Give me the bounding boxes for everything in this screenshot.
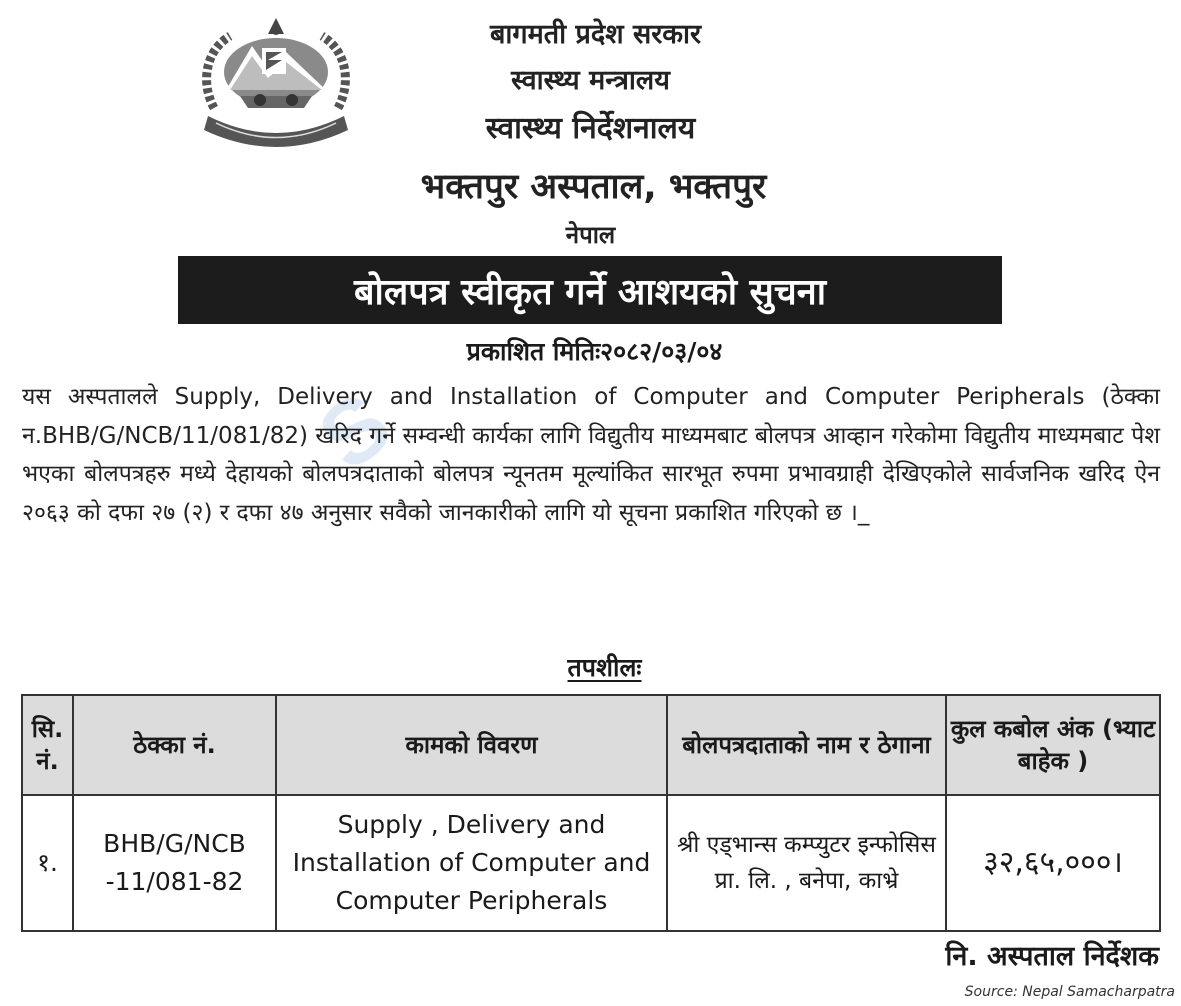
notice-title-banner: [178, 256, 1002, 324]
hospital-title: भक्तपुर अस्पताल, भक्तपुर: [420, 167, 767, 207]
source-credit: Source: Nepal Samacharpatra: [964, 984, 1175, 1000]
published-date: प्रकाशित मितिः२०८२/०३/०४: [466, 337, 723, 366]
header-description: कामको विवरण: [276, 695, 667, 795]
details-heading-text: तपशीलः: [567, 653, 642, 682]
directorate-title: स्वास्थ्य निर्देशनालय: [485, 111, 696, 146]
cell-description: Supply , Delivery and Installation of Computer and Computer Peripherals: [276, 795, 667, 931]
header-amount: कुल कबोल अंक (भ्याट बाहेक ): [946, 695, 1160, 795]
header-bidder: बोलपत्रदाताको नाम र ठेगाना: [667, 695, 946, 795]
details-heading: [0, 650, 1181, 684]
cell-contract-no: BHB/G/NCB -11/081-82: [73, 795, 276, 931]
bid-details-table: [21, 694, 1161, 932]
ministry-title: स्वास्थ्य मन्त्रालय: [511, 65, 670, 96]
cell-sn: १.: [22, 795, 73, 931]
table-row: [22, 795, 1160, 931]
table-header-row: [22, 695, 1160, 795]
header-contract-no: ठेक्का नं.: [73, 695, 276, 795]
signature-title: नि. अस्पताल निर्देशक: [945, 941, 1159, 972]
notice-title: बोलपत्र स्वीकृत गर्ने आशयको सुचना: [353, 271, 827, 313]
cell-bidder: श्री एड्भान्स कम्प्युटर इन्फोसिस प्रा. लि. , बनेपा, काभ्रे: [667, 795, 946, 931]
provincial-government-title: बागमती प्रदेश सरकार: [489, 19, 702, 50]
watermark-logo: S: [300, 373, 410, 490]
country-name: नेपाल: [565, 221, 616, 249]
cell-amount: ३२,६५,०००।: [946, 795, 1160, 931]
notice-body-paragraph: यस अस्पतालले Supply, Delivery and Installation of Computer and Computer Peripherals (ठेक्का न.BHB/G/NCB/11/081/82) खरिद गर्ने सम्वन्धी कार्यका लागि विद्युतीय माध्यमबाट बोलपत्र आव्हान गरेकोमा विद्युतीय माध्यमबाट पेश भएका बोलपत्रहरु मध्ये देहायको बोलपत्रदाताको बोलपत्र न्यूनतम मूल्यांकित सारभूत रुपमा प्रभावग्राही देखिएकोले सार्वजनिक खरिद ऐन २०६३ को दफा २७ (२) र दफा ४७ अनुसार सवैको जानकारीको लागि यो सूचना प्रकाशित गरिएको छ ।_: [22, 384, 1160, 526]
header-sn: सि. नं.: [22, 695, 73, 795]
